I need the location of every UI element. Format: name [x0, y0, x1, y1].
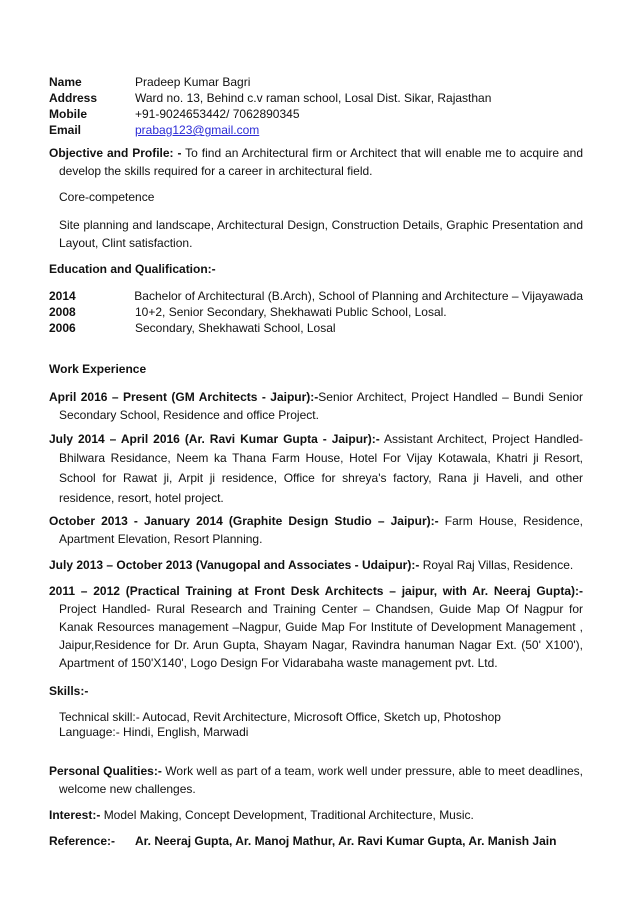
- skills-heading: Skills:-: [49, 684, 89, 698]
- reference-heading: Reference:-: [49, 834, 116, 848]
- personal-line-2: welcome new challenges.: [59, 782, 196, 796]
- job-line: Assistant Architect, Project Handled-: [384, 432, 584, 446]
- reference-text: Ar. Neeraj Gupta, Ar. Manoj Mathur, Ar. Ravi Kumar Gupta, Ar. Manish Jain: [135, 834, 557, 848]
- contact-value: Ward no. 13, Behind c.v raman school, Losal Dist. Sikar, Rajasthan: [135, 91, 492, 105]
- contact-label: Name: [49, 75, 82, 89]
- job-entry: [49, 582, 583, 672]
- interest-text: Model Making, Concept Development, Traditional Architecture, Music.: [103, 808, 474, 822]
- job-entry: [49, 430, 583, 508]
- job-line: Apartment Elevation, Resort Planning.: [59, 532, 263, 546]
- job-line: Kanak Resources management –Nagpur, Guide Map For Institute of Development Management ,: [59, 620, 583, 634]
- education-item: [49, 304, 583, 320]
- job-line: Jaipur,Residence for Dr. Arun Gupta, Shayam Nagar, Ravindra hanuman Nagar Ext. (50' X100'),: [59, 638, 583, 652]
- skills-technical: Technical skill:- Autocad, Revit Architecture, Microsoft Office, Sketch up, Photoshop: [59, 710, 501, 724]
- resume-page: [49, 74, 583, 850]
- core-line-2: Layout, Clint satisfaction.: [59, 236, 193, 250]
- job-title: April 2016 – Present (GM Architects - Jaipur):-: [49, 390, 319, 404]
- contact-row-email: [49, 122, 583, 138]
- personal-heading: Personal Qualities:-: [49, 764, 162, 778]
- job-title: 2011 – 2012 (Practical Training at Front Desk Architects – jaipur, with Ar. Neeraj Gupta):-: [49, 584, 583, 598]
- objective-text-2: develop the skills required for a career in architectural field.: [59, 164, 373, 178]
- interest-heading: Interest:-: [49, 808, 101, 822]
- job-line: School for Rawat ji, Arpit ji residence, Office for shreya's factory, Rana ji Haveli, and other: [59, 471, 583, 485]
- skills-section: [49, 682, 583, 740]
- core-section: [49, 188, 583, 252]
- job-line: residence, resort, hotel project.: [59, 491, 224, 505]
- contact-row-address: [49, 90, 583, 106]
- job-line: Royal Raj Villas, Residence.: [422, 558, 574, 572]
- job-line: Senior Architect, Project Handled – Bundi Senior: [318, 390, 583, 404]
- education-text: Bachelor of Architectural (B.Arch), School of Planning and Architecture – Vijayawada: [134, 289, 583, 303]
- job-title: July 2013 – October 2013 (Vanugopal and Associates - Udaipur):-: [49, 558, 420, 572]
- education-heading: Education and Qualification:-: [49, 262, 216, 276]
- personal-line-1: Work well as part of a team, work well under pressure, able to meet deadlines,: [165, 764, 583, 778]
- job-entry: [49, 512, 583, 548]
- job-title: July 2014 – April 2016 (Ar. Ravi Kumar Gupta - Jaipur):-: [49, 432, 380, 446]
- personal-section: [49, 762, 583, 798]
- contact-value: Pradeep Kumar Bagri: [135, 75, 251, 89]
- contact-block: [49, 74, 583, 138]
- job-entry: [49, 556, 583, 574]
- contact-label: Mobile: [49, 107, 87, 121]
- education-text: Secondary, Shekhawati School, Losal: [135, 321, 336, 335]
- job-line: Farm House, Residence,: [444, 514, 583, 528]
- contact-label: Address: [49, 91, 98, 105]
- skills-language: Language:- Hindi, English, Marwadi: [59, 725, 249, 739]
- job-entry: [49, 388, 583, 424]
- education-item: [49, 288, 583, 304]
- contact-row-name: [49, 74, 583, 90]
- work-section: [49, 360, 583, 672]
- education-text: 10+2, Senior Secondary, Shekhawati Public School, Losal.: [135, 305, 447, 319]
- education-section: [49, 260, 583, 336]
- email-link[interactable]: prabag123@gmail.com: [135, 123, 260, 137]
- objective-text-1: To find an Architectural firm or Architect that will enable me to acquire and: [185, 146, 583, 160]
- objective-heading: Objective and Profile: -: [49, 146, 182, 160]
- contact-value: +91-9024653442/ 7062890345: [135, 107, 300, 121]
- job-line: Apartment of 150'X140', Logo Design For Vidarabaha waste management pvt. Ltd.: [59, 656, 498, 670]
- contact-row-mobile: [49, 106, 583, 122]
- objective-section: [49, 144, 583, 180]
- job-line: Secondary School, Residence and office Project.: [59, 408, 319, 422]
- interest-section: [49, 806, 583, 824]
- work-heading: Work Experience: [49, 362, 147, 376]
- core-heading: Core-competence: [59, 190, 155, 204]
- education-year: 2006: [49, 321, 76, 335]
- core-line-1: Site planning and landscape, Architectural Design, Construction Details, Graphic Presentation and: [59, 218, 583, 232]
- job-line: Bhilwara Residance, Neem ka Thana Farm House, Hotel For Vijay Kotawala, Khatri ji Resort,: [59, 451, 583, 465]
- education-item: [49, 320, 583, 336]
- education-year: 2008: [49, 305, 76, 319]
- reference-section: [49, 832, 583, 850]
- job-title: October 2013 - January 2014 (Graphite Design Studio – Jaipur):-: [49, 514, 439, 528]
- contact-label: Email: [49, 123, 82, 137]
- job-line: Project Handled- Rural Research and Training Center – Chandsen, Guide Map Of Nagpur for: [59, 602, 583, 616]
- education-year: 2014: [49, 289, 76, 303]
